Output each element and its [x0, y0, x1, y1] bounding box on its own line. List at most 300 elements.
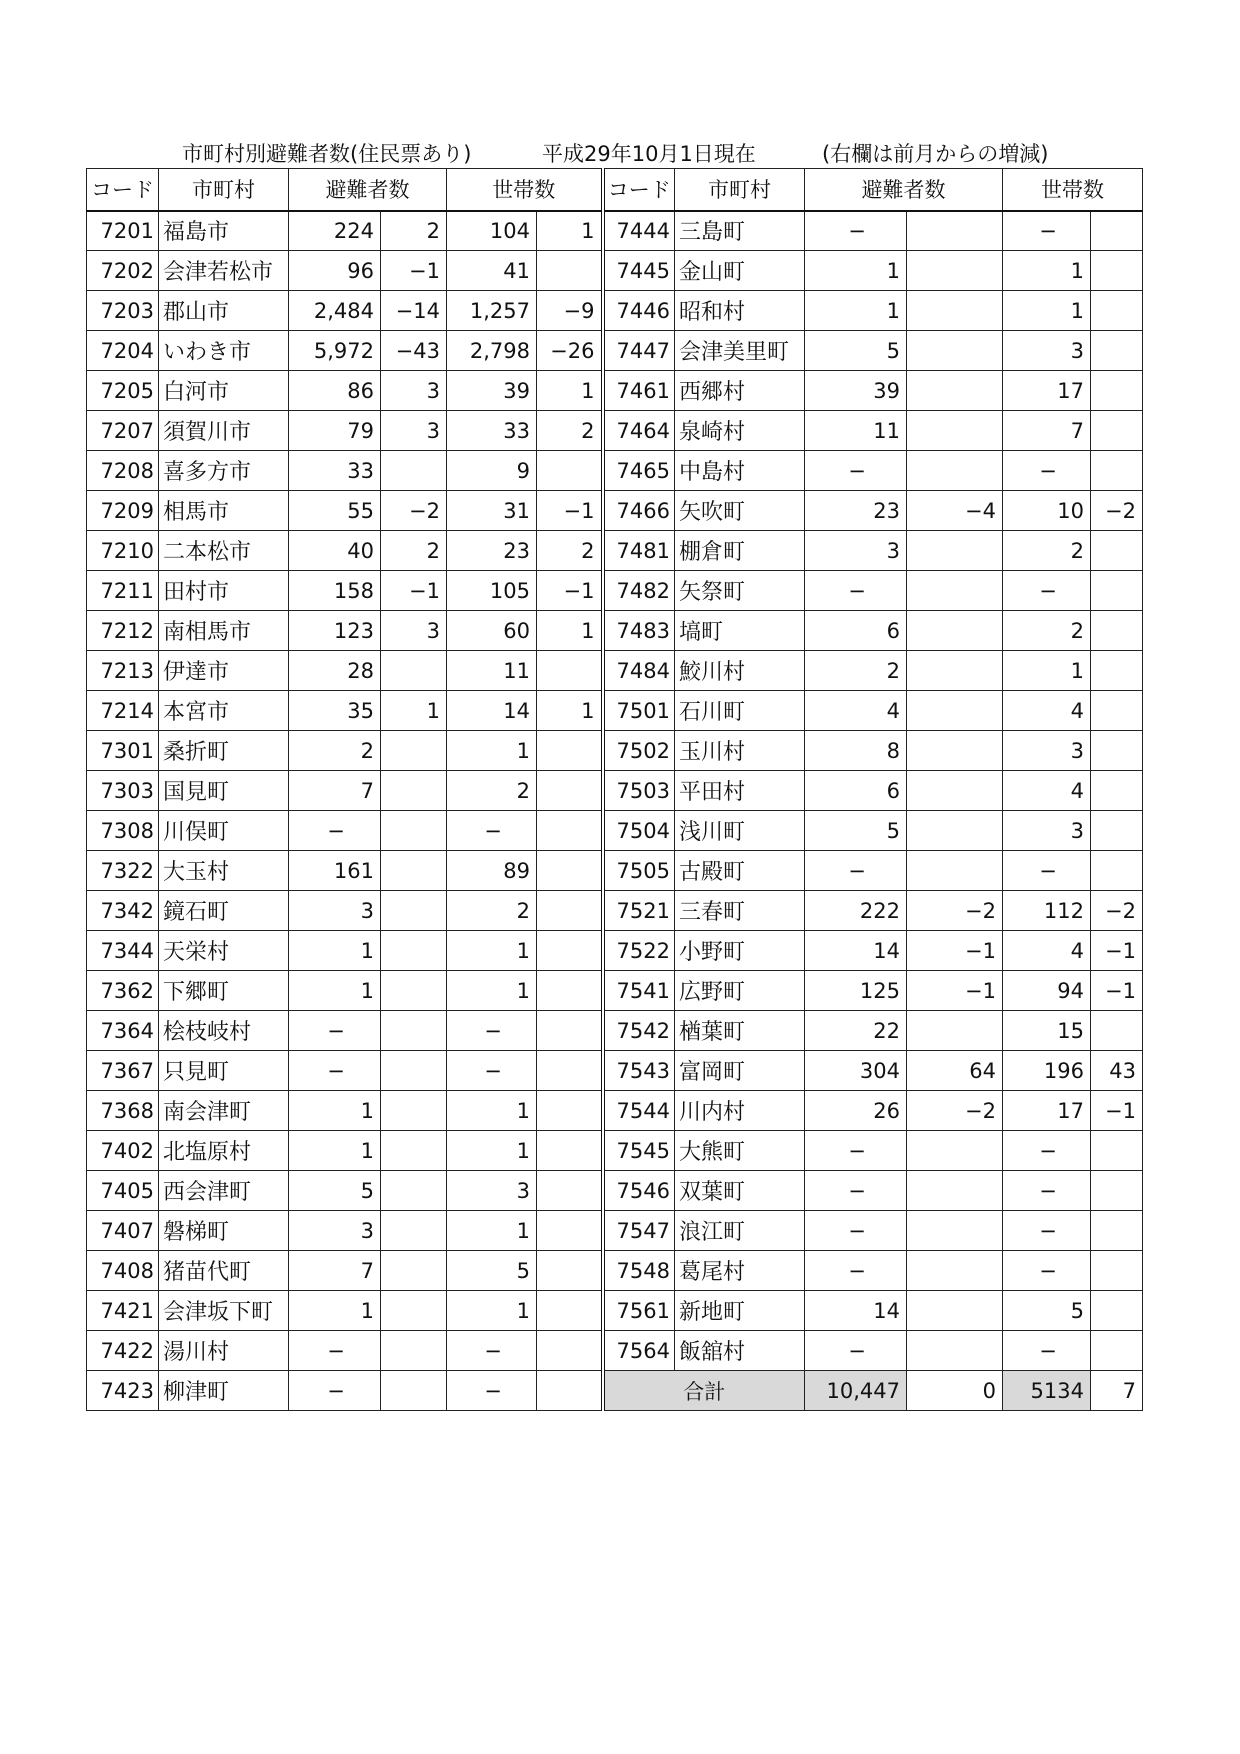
evacuees-change-cell-right [907, 411, 1003, 451]
municipality-cell: 喜多方市 [159, 451, 289, 491]
code-cell-right: 7564 [603, 1331, 675, 1371]
evacuees-cell: 1 [289, 971, 381, 1011]
municipality-cell: 郡山市 [159, 291, 289, 331]
evacuees-change-cell [381, 451, 447, 491]
households-change-cell-right [1091, 691, 1143, 731]
evacuees-change-cell-right [907, 1011, 1003, 1051]
evacuees-cell: − [289, 1331, 381, 1371]
households-change-cell-right [1091, 291, 1143, 331]
code-cell-right: 7544 [603, 1091, 675, 1131]
households-change-cell: −9 [537, 291, 603, 331]
households-cell: 9 [447, 451, 537, 491]
municipality-cell-right: 石川町 [675, 691, 805, 731]
municipality-cell-right: 大熊町 [675, 1131, 805, 1171]
evacuees-cell: 224 [289, 211, 381, 251]
header-code-right: コード [603, 169, 675, 211]
municipality-cell: 大玉村 [159, 851, 289, 891]
evacuees-cell-right: 2 [805, 651, 907, 691]
municipality-cell-right: 飯舘村 [675, 1331, 805, 1371]
evacuees-change-cell-right [907, 851, 1003, 891]
table-row [87, 651, 1143, 691]
households-cell: 33 [447, 411, 537, 451]
code-cell-right: 7545 [603, 1131, 675, 1171]
households-cell: 105 [447, 571, 537, 611]
evacuees-cell-right: − [805, 571, 907, 611]
table-row [87, 1051, 1143, 1091]
evacuees-change-cell [381, 1331, 447, 1371]
total-households: 5134 [1003, 1371, 1091, 1411]
municipality-cell: 田村市 [159, 571, 289, 611]
evacuees-cell: 79 [289, 411, 381, 451]
evacuees-cell-right: − [805, 1211, 907, 1251]
evacuees-cell-right: 26 [805, 1091, 907, 1131]
table-row [87, 1331, 1143, 1371]
table-row [87, 971, 1143, 1011]
code-cell: 7209 [87, 491, 159, 531]
table-row [87, 1011, 1143, 1051]
code-cell-right: 7482 [603, 571, 675, 611]
households-cell-right: 2 [1003, 611, 1091, 651]
table-row [87, 411, 1143, 451]
total-evacuees-change: 0 [907, 1371, 1003, 1411]
municipality-cell-right: 広野町 [675, 971, 805, 1011]
table-row [87, 931, 1143, 971]
households-change-cell [537, 1011, 603, 1051]
evacuees-change-cell [381, 1251, 447, 1291]
evacuees-change-cell-right [907, 571, 1003, 611]
evacuees-change-cell [381, 1051, 447, 1091]
municipality-cell: 北塩原村 [159, 1131, 289, 1171]
code-cell: 7368 [87, 1091, 159, 1131]
evacuees-cell-right: 6 [805, 611, 907, 651]
households-change-cell: 1 [537, 691, 603, 731]
municipality-cell-right: 双葉町 [675, 1171, 805, 1211]
evacuees-change-cell: 2 [381, 211, 447, 251]
code-cell: 7205 [87, 371, 159, 411]
code-cell: 7208 [87, 451, 159, 491]
evacuees-change-cell: −2 [381, 491, 447, 531]
households-change-cell-right [1091, 451, 1143, 491]
evacuee-table [86, 168, 1143, 1411]
evacuees-change-cell-right [907, 1131, 1003, 1171]
households-cell: 1 [447, 1131, 537, 1171]
code-cell: 7367 [87, 1051, 159, 1091]
households-cell: 104 [447, 211, 537, 251]
households-change-cell: 1 [537, 611, 603, 651]
households-cell-right: 15 [1003, 1011, 1091, 1051]
title-main: 市町村別避難者数(住民票あり) [182, 142, 472, 166]
households-cell-right: 5 [1003, 1291, 1091, 1331]
municipality-cell: 伊達市 [159, 651, 289, 691]
evacuees-change-cell: −1 [381, 571, 447, 611]
evacuees-change-cell [381, 1291, 447, 1331]
municipality-cell-right: 鮫川村 [675, 651, 805, 691]
table-row [87, 1371, 1143, 1411]
municipality-cell: 只見町 [159, 1051, 289, 1091]
households-change-cell-right: −1 [1091, 1091, 1143, 1131]
code-cell: 7212 [87, 611, 159, 651]
municipality-cell: 湯川村 [159, 1331, 289, 1371]
households-cell-right: 1 [1003, 651, 1091, 691]
evacuees-change-cell-right [907, 691, 1003, 731]
households-cell: − [447, 1051, 537, 1091]
table-row [87, 331, 1143, 371]
total-households-change: 7 [1091, 1371, 1143, 1411]
header-municipality-right: 市町村 [675, 169, 805, 211]
evacuees-cell-right: 39 [805, 371, 907, 411]
households-cell: 11 [447, 651, 537, 691]
households-change-cell-right: −1 [1091, 931, 1143, 971]
municipality-cell-right: 昭和村 [675, 291, 805, 331]
households-change-cell: −1 [537, 491, 603, 531]
code-cell: 7301 [87, 731, 159, 771]
evacuees-change-cell-right [907, 651, 1003, 691]
table-row [87, 1131, 1143, 1171]
municipality-cell-right: 楢葉町 [675, 1011, 805, 1051]
evacuees-change-cell [381, 731, 447, 771]
evacuees-cell-right: − [805, 451, 907, 491]
households-change-cell [537, 1371, 603, 1411]
table-row [87, 1251, 1143, 1291]
households-cell: 41 [447, 251, 537, 291]
evacuees-change-cell [381, 651, 447, 691]
households-cell: 5 [447, 1251, 537, 1291]
evacuees-change-cell-right [907, 531, 1003, 571]
municipality-cell: 二本松市 [159, 531, 289, 571]
households-cell: 1 [447, 731, 537, 771]
households-change-cell [537, 1091, 603, 1131]
evacuees-cell: 96 [289, 251, 381, 291]
code-cell: 7201 [87, 211, 159, 251]
header-evacuees-right: 避難者数 [805, 169, 1003, 211]
households-cell: 31 [447, 491, 537, 531]
code-cell-right: 7541 [603, 971, 675, 1011]
evacuees-change-cell-right [907, 451, 1003, 491]
code-cell: 7344 [87, 931, 159, 971]
code-cell-right: 7465 [603, 451, 675, 491]
households-cell: − [447, 1331, 537, 1371]
evacuees-change-cell [381, 771, 447, 811]
municipality-cell: 本宮市 [159, 691, 289, 731]
municipality-cell-right: 矢祭町 [675, 571, 805, 611]
households-change-cell [537, 1331, 603, 1371]
table-row [87, 611, 1143, 651]
table-row [87, 771, 1143, 811]
municipality-cell: 天栄村 [159, 931, 289, 971]
table-row [87, 491, 1143, 531]
evacuees-change-cell-right: −1 [907, 931, 1003, 971]
evacuees-change-cell-right [907, 811, 1003, 851]
evacuees-cell: 35 [289, 691, 381, 731]
table-row [87, 1211, 1143, 1251]
table-row [87, 1091, 1143, 1131]
evacuees-cell-right: 4 [805, 691, 907, 731]
code-cell-right: 7483 [603, 611, 675, 651]
header-evacuees: 避難者数 [289, 169, 447, 211]
evacuees-cell-right: − [805, 211, 907, 251]
households-change-cell-right: −2 [1091, 491, 1143, 531]
evacuees-change-cell-right: 64 [907, 1051, 1003, 1091]
households-change-cell-right [1091, 1251, 1143, 1291]
evacuees-change-cell [381, 1011, 447, 1051]
households-change-cell-right [1091, 1211, 1143, 1251]
households-change-cell-right [1091, 731, 1143, 771]
households-cell-right: − [1003, 1331, 1091, 1371]
evacuees-change-cell-right [907, 211, 1003, 251]
evacuees-cell: 5,972 [289, 331, 381, 371]
municipality-cell: 鏡石町 [159, 891, 289, 931]
code-cell: 7322 [87, 851, 159, 891]
evacuees-change-cell [381, 1131, 447, 1171]
evacuees-change-cell-right: −2 [907, 1091, 1003, 1131]
evacuees-change-cell-right [907, 611, 1003, 651]
table-row [87, 891, 1143, 931]
document-title [182, 136, 1082, 170]
table-row [87, 811, 1143, 851]
households-cell-right: 4 [1003, 931, 1091, 971]
households-change-cell-right [1091, 531, 1143, 571]
households-change-cell-right [1091, 571, 1143, 611]
code-cell-right: 7547 [603, 1211, 675, 1251]
evacuees-cell: 123 [289, 611, 381, 651]
households-cell-right: 10 [1003, 491, 1091, 531]
code-cell-right: 7447 [603, 331, 675, 371]
municipality-cell: 国見町 [159, 771, 289, 811]
households-cell-right: 3 [1003, 331, 1091, 371]
total-evacuees: 10,447 [805, 1371, 907, 1411]
table-row [87, 571, 1143, 611]
households-change-cell [537, 971, 603, 1011]
table-row [87, 851, 1143, 891]
code-cell: 7202 [87, 251, 159, 291]
code-cell-right: 7561 [603, 1291, 675, 1331]
code-cell-right: 7543 [603, 1051, 675, 1091]
code-cell: 7207 [87, 411, 159, 451]
households-cell: 2 [447, 771, 537, 811]
evacuees-cell-right: 6 [805, 771, 907, 811]
households-cell-right: 112 [1003, 891, 1091, 931]
evacuees-cell-right: − [805, 851, 907, 891]
evacuees-cell-right: 5 [805, 811, 907, 851]
households-change-cell: 2 [537, 411, 603, 451]
municipality-cell-right: 新地町 [675, 1291, 805, 1331]
households-cell-right: 7 [1003, 411, 1091, 451]
code-cell-right: 7461 [603, 371, 675, 411]
households-change-cell [537, 251, 603, 291]
evacuees-cell: − [289, 1011, 381, 1051]
households-change-cell-right [1091, 1291, 1143, 1331]
evacuees-change-cell [381, 971, 447, 1011]
municipality-cell: 柳津町 [159, 1371, 289, 1411]
evacuees-change-cell [381, 1091, 447, 1131]
households-change-cell [537, 931, 603, 971]
header-municipality: 市町村 [159, 169, 289, 211]
header-households-right: 世帯数 [1003, 169, 1143, 211]
households-change-cell-right [1091, 1331, 1143, 1371]
code-cell-right: 7444 [603, 211, 675, 251]
municipality-cell-right: 西郷村 [675, 371, 805, 411]
municipality-cell: 相馬市 [159, 491, 289, 531]
evacuees-change-cell-right: −4 [907, 491, 1003, 531]
evacuees-cell-right: 125 [805, 971, 907, 1011]
municipality-cell-right: 玉川村 [675, 731, 805, 771]
evacuees-cell: 3 [289, 1211, 381, 1251]
households-cell-right: 3 [1003, 731, 1091, 771]
households-change-cell-right [1091, 411, 1143, 451]
households-change-cell [537, 1251, 603, 1291]
households-cell-right: 196 [1003, 1051, 1091, 1091]
title-note: (右欄は前月からの増減) [822, 142, 1049, 166]
evacuees-cell-right: 8 [805, 731, 907, 771]
evacuees-change-cell-right [907, 331, 1003, 371]
code-cell-right: 7502 [603, 731, 675, 771]
table-row [87, 1171, 1143, 1211]
code-cell: 7210 [87, 531, 159, 571]
evacuees-change-cell-right: −2 [907, 891, 1003, 931]
evacuees-cell: 1 [289, 1291, 381, 1331]
households-change-cell [537, 651, 603, 691]
evacuees-change-cell-right [907, 1251, 1003, 1291]
municipality-cell: いわき市 [159, 331, 289, 371]
evacuees-cell: 28 [289, 651, 381, 691]
evacuees-change-cell [381, 891, 447, 931]
evacuees-change-cell: 2 [381, 531, 447, 571]
households-cell: − [447, 1011, 537, 1051]
evacuees-cell-right: 23 [805, 491, 907, 531]
municipality-cell-right: 浅川町 [675, 811, 805, 851]
municipality-cell-right: 三春町 [675, 891, 805, 931]
households-cell-right: 1 [1003, 251, 1091, 291]
evacuees-cell: 7 [289, 771, 381, 811]
evacuees-cell-right: 5 [805, 331, 907, 371]
code-cell: 7364 [87, 1011, 159, 1051]
households-cell-right: − [1003, 211, 1091, 251]
evacuees-cell-right: − [805, 1131, 907, 1171]
households-change-cell-right [1091, 251, 1143, 291]
evacuees-cell-right: − [805, 1171, 907, 1211]
municipality-cell: 白河市 [159, 371, 289, 411]
evacuees-cell: − [289, 811, 381, 851]
evacuees-change-cell-right [907, 291, 1003, 331]
code-cell: 7203 [87, 291, 159, 331]
municipality-cell-right: 塙町 [675, 611, 805, 651]
evacuees-change-cell: 3 [381, 611, 447, 651]
households-change-cell [537, 851, 603, 891]
evacuees-cell: 33 [289, 451, 381, 491]
evacuees-cell: 3 [289, 891, 381, 931]
evacuees-change-cell-right [907, 771, 1003, 811]
evacuees-cell: 1 [289, 931, 381, 971]
households-change-cell: 1 [537, 211, 603, 251]
municipality-cell-right: 中島村 [675, 451, 805, 491]
municipality-cell-right: 川内村 [675, 1091, 805, 1131]
evacuees-change-cell [381, 851, 447, 891]
households-cell: 1 [447, 1091, 537, 1131]
households-cell-right: − [1003, 1171, 1091, 1211]
table-row [87, 211, 1143, 251]
municipality-cell-right: 浪江町 [675, 1211, 805, 1251]
households-change-cell-right: −1 [1091, 971, 1143, 1011]
evacuees-cell-right: 22 [805, 1011, 907, 1051]
evacuees-cell-right: 14 [805, 1291, 907, 1331]
code-cell-right: 7504 [603, 811, 675, 851]
total-label: 合計 [603, 1371, 805, 1411]
households-change-cell [537, 1171, 603, 1211]
households-cell: 1 [447, 1291, 537, 1331]
evacuees-cell: − [289, 1371, 381, 1411]
code-cell: 7211 [87, 571, 159, 611]
municipality-cell: 猪苗代町 [159, 1251, 289, 1291]
households-cell-right: 2 [1003, 531, 1091, 571]
code-cell: 7204 [87, 331, 159, 371]
households-cell: 39 [447, 371, 537, 411]
municipality-cell: 桑折町 [159, 731, 289, 771]
municipality-cell: 下郷町 [159, 971, 289, 1011]
households-cell-right: 4 [1003, 691, 1091, 731]
households-change-cell [537, 811, 603, 851]
municipality-cell: 会津若松市 [159, 251, 289, 291]
households-cell-right: 17 [1003, 371, 1091, 411]
households-cell-right: − [1003, 1211, 1091, 1251]
evacuees-cell: 86 [289, 371, 381, 411]
households-cell-right: 3 [1003, 811, 1091, 851]
households-cell-right: − [1003, 451, 1091, 491]
households-change-cell-right: −2 [1091, 891, 1143, 931]
households-change-cell-right [1091, 371, 1143, 411]
evacuees-cell-right: 304 [805, 1051, 907, 1091]
households-change-cell-right [1091, 651, 1143, 691]
municipality-cell-right: 会津美里町 [675, 331, 805, 371]
evacuees-change-cell-right [907, 1331, 1003, 1371]
municipality-cell-right: 泉崎村 [675, 411, 805, 451]
households-cell: 2 [447, 891, 537, 931]
evacuees-cell: 40 [289, 531, 381, 571]
evacuees-change-cell-right [907, 731, 1003, 771]
municipality-cell: 南会津町 [159, 1091, 289, 1131]
table-row [87, 731, 1143, 771]
evacuees-cell: 161 [289, 851, 381, 891]
code-cell-right: 7542 [603, 1011, 675, 1051]
households-cell: 1 [447, 971, 537, 1011]
households-change-cell [537, 1131, 603, 1171]
evacuees-change-cell [381, 931, 447, 971]
header-row [87, 169, 1143, 211]
evacuees-change-cell-right [907, 1211, 1003, 1251]
evacuees-change-cell: −43 [381, 331, 447, 371]
households-cell: 23 [447, 531, 537, 571]
header-code: コード [87, 169, 159, 211]
evacuees-cell-right: 1 [805, 251, 907, 291]
municipality-cell-right: 古殿町 [675, 851, 805, 891]
municipality-cell-right: 葛尾村 [675, 1251, 805, 1291]
code-cell: 7308 [87, 811, 159, 851]
households-cell: 14 [447, 691, 537, 731]
households-cell: 1 [447, 1211, 537, 1251]
evacuees-cell: 2 [289, 731, 381, 771]
households-cell: 1 [447, 931, 537, 971]
evacuees-cell-right: 11 [805, 411, 907, 451]
table-row [87, 451, 1143, 491]
municipality-cell-right: 小野町 [675, 931, 805, 971]
code-cell-right: 7503 [603, 771, 675, 811]
municipality-cell-right: 棚倉町 [675, 531, 805, 571]
households-change-cell-right [1091, 331, 1143, 371]
evacuees-cell-right: 3 [805, 531, 907, 571]
households-change-cell-right: 43 [1091, 1051, 1143, 1091]
evacuees-cell-right: − [805, 1331, 907, 1371]
code-cell: 7408 [87, 1251, 159, 1291]
code-cell-right: 7522 [603, 931, 675, 971]
